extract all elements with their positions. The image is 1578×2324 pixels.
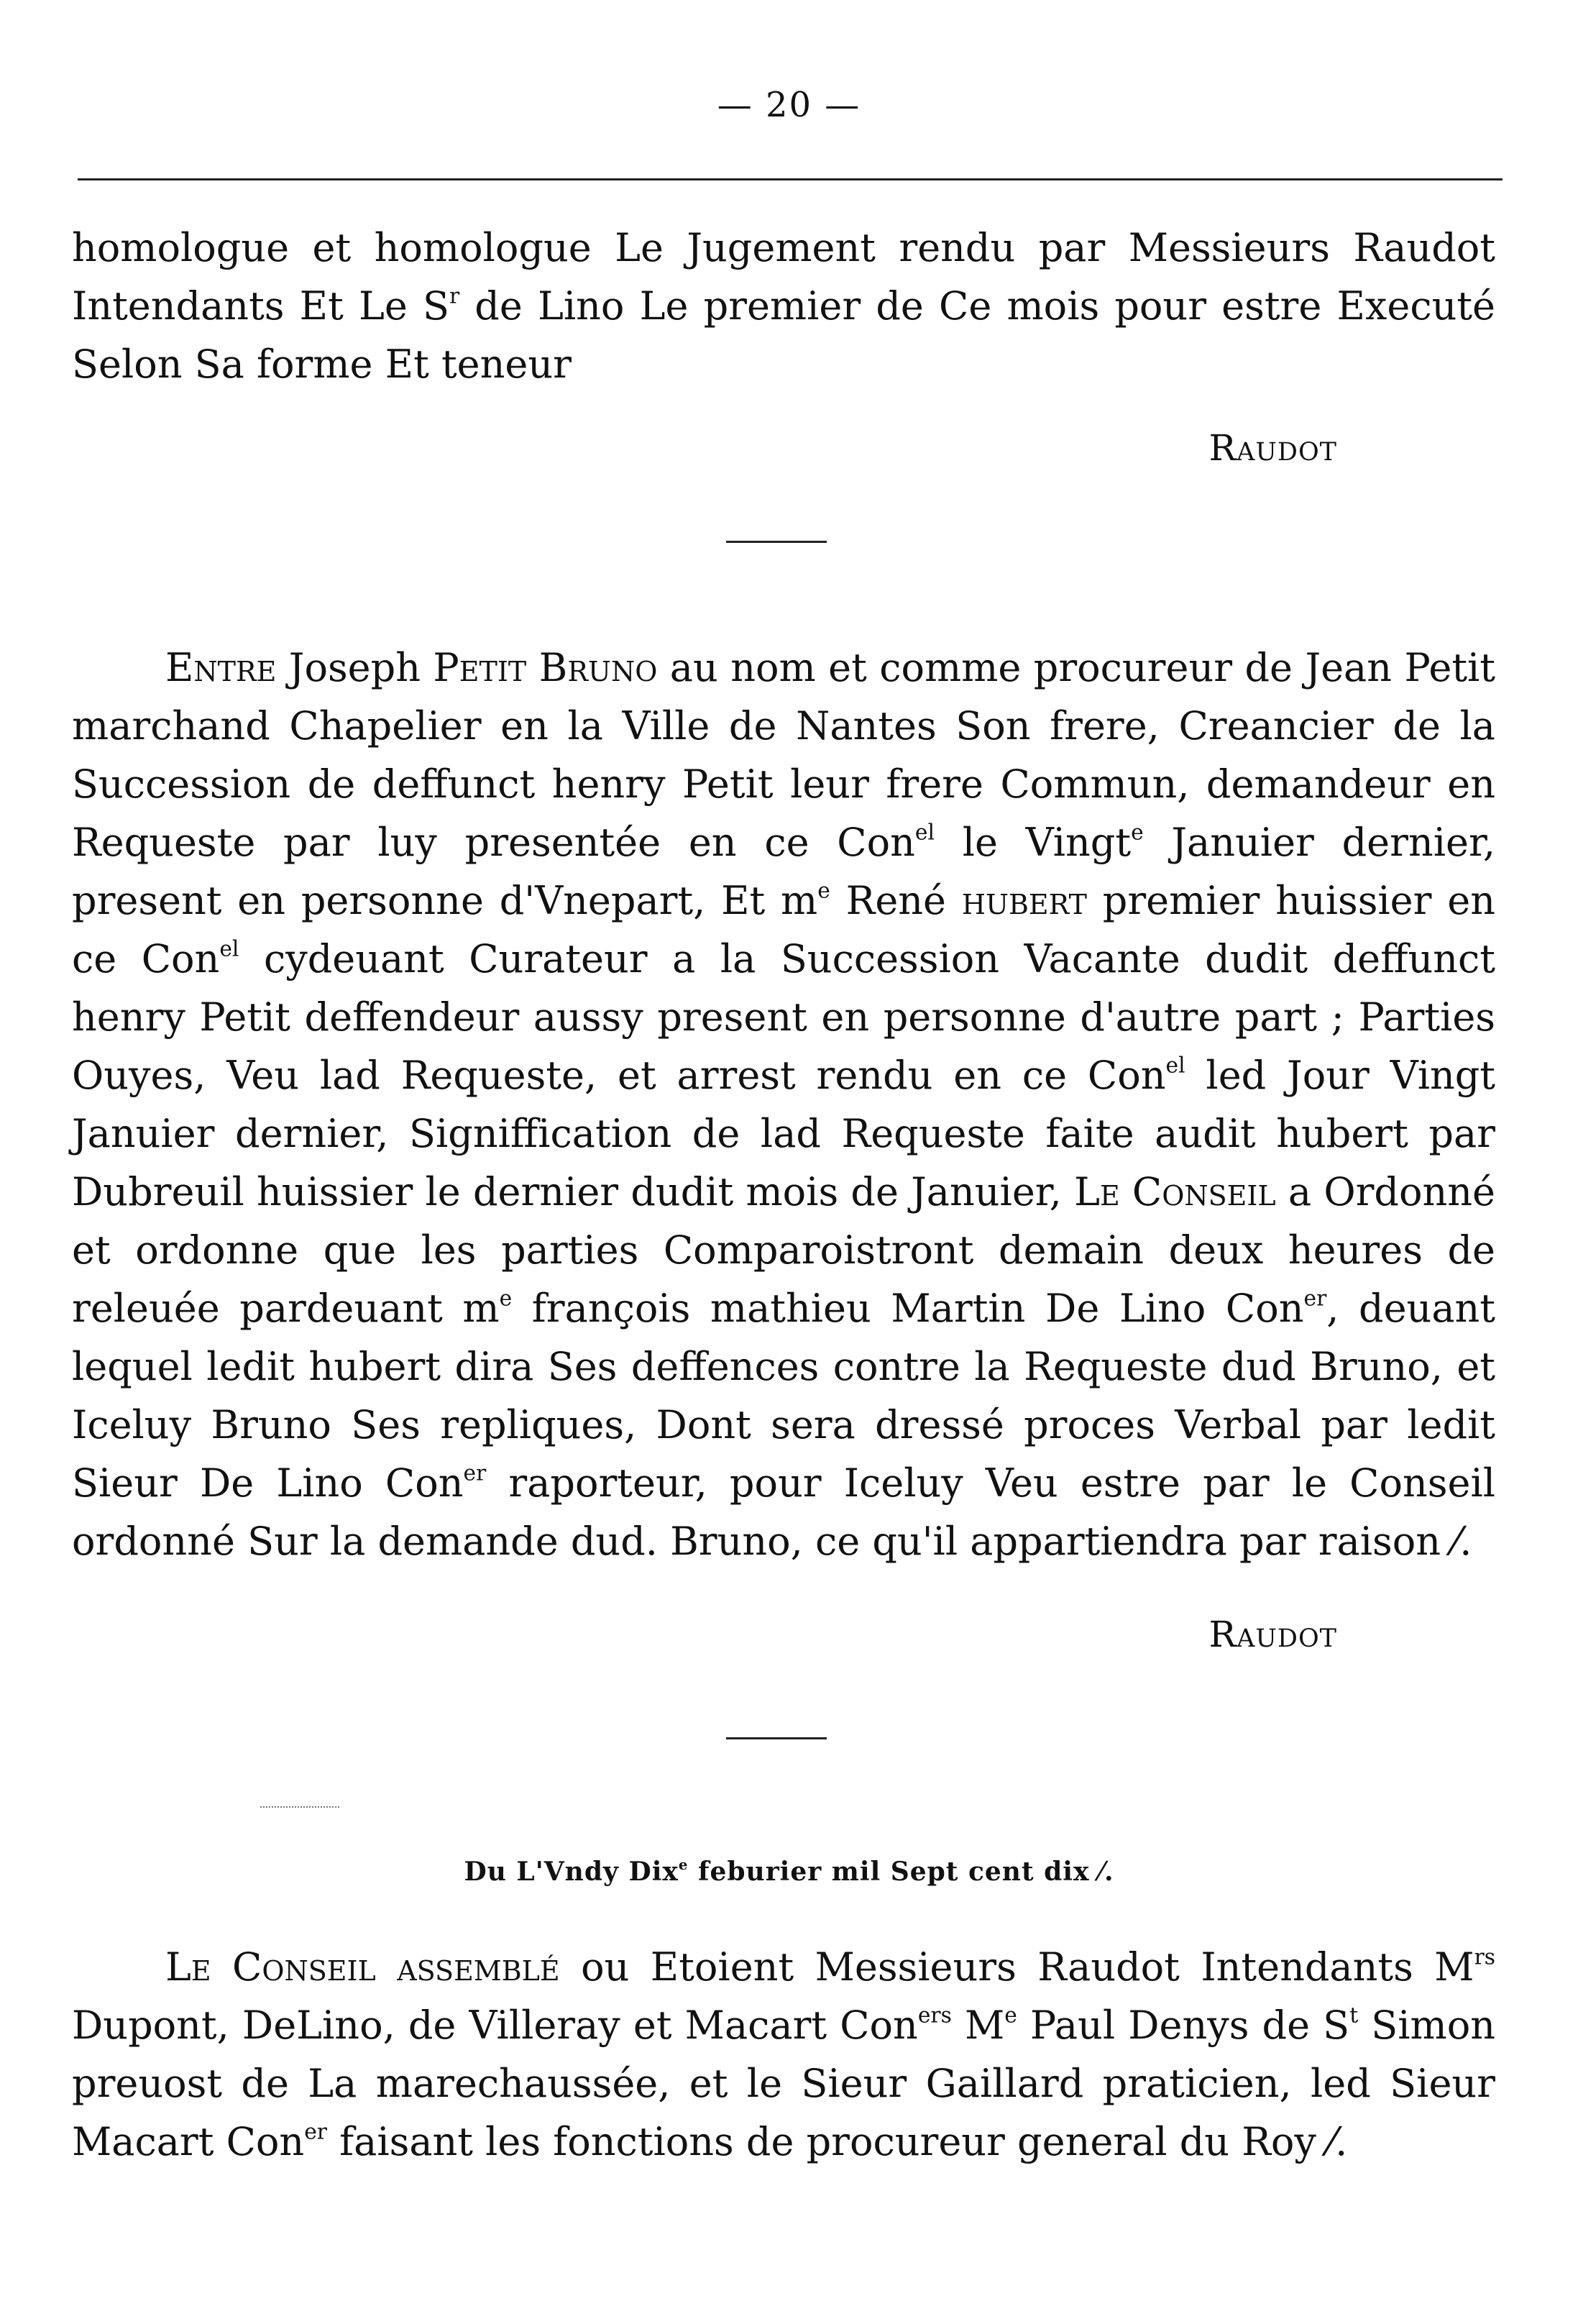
para2-s3: e	[817, 878, 830, 904]
faint-divider	[260, 1806, 339, 1808]
para2-t10: cydeuant Curateur a la Succession Vacante dudit deffunct henry Petit deffendeur aussy present en personne d'autre part ; Parties Ouyes, Veu lad Requeste, et arrest rendu en ce Con	[72, 936, 1495, 1098]
para3-s3: e	[1004, 2003, 1017, 2028]
para1-text: homologue et homologue Le Jugement rendu par Messieurs Raudot Intendants Et Le S	[72, 225, 1495, 329]
para2-petit-bruno: Petit Bruno	[433, 645, 658, 690]
para2-s8: er	[463, 1460, 487, 1486]
header-rule	[78, 178, 1503, 180]
para2-t9: premier huissier en ce Con	[72, 878, 1496, 982]
para2-t2: Joseph	[276, 645, 434, 690]
para2-t6: Januier dernier, present en personne d'Vnepart, Et m	[72, 820, 1495, 923]
paragraph-entre-joseph-petit	[72, 639, 1495, 1570]
para3-s1: rs	[1474, 1944, 1495, 1970]
date-heading	[0, 1857, 1578, 1887]
para2-entre: Entre	[165, 645, 277, 690]
para2-s7: er	[1303, 1286, 1327, 1312]
section-divider-1	[726, 541, 827, 543]
date-heading-sup: e	[678, 1856, 689, 1874]
para2-s2: e	[1131, 820, 1144, 846]
para2-hubert: hubert	[961, 878, 1087, 923]
para3-s4: t	[1349, 2003, 1359, 2028]
para1-sup: r	[449, 283, 460, 309]
para2-s6: e	[499, 1286, 513, 1312]
para2-t14: françois mathieu Martin De Lino Con	[512, 1286, 1304, 1331]
para2-s5: el	[1165, 1053, 1185, 1079]
para3-t7: faisant les fonctions de procureur general du Roy ⁄.	[326, 2119, 1348, 2164]
date-heading-text: Du L'Vndy Dix	[464, 1857, 679, 1887]
para3-t5: Paul Denys de S	[1017, 2003, 1350, 2048]
para2-t4: au nom et comme procureur de Jean Petit marchand Chapelier en la Ville de Nantes Son frere, Creancier de la Succession de deffunct henry Petit leur frere Commun, demandeur en Requeste par luy presentée en ce Con	[72, 645, 1495, 865]
para3-t3: Dupont, DeLino, de Villeray et Macart Con	[72, 2003, 918, 2048]
para2-t13: a Ordonné et ordonne que les parties Comparoistront demain deux heures de releuée pardeuant m	[72, 1169, 1495, 1331]
signature-raudot-2: Raudot	[1208, 1614, 1337, 1655]
date-heading-text-2: feburier mil Sept cent dix ⁄.	[688, 1857, 1114, 1887]
para3-t2: ou Etoient Messieurs Raudot Intendants M	[559, 1944, 1474, 1990]
page-number: — 20 —	[717, 85, 861, 125]
para3-t4: M	[951, 2003, 1005, 2048]
para2-t16: raporteur, pour Iceluy Veu estre par le Conseil ordonné Sur la demande dud. Bruno, ce qu'il appartiendra par raison ⁄.	[72, 1460, 1495, 1564]
para1-text-2: de Lino Le premier de Ce mois pour estre Executé Selon Sa forme Et teneur	[72, 283, 1495, 387]
para2-t11: led Jour Vingt Januier dernier, Signiffication de lad Requeste faite audit hubert par Dubreuil huissier le dernier dudit mois de Januier,	[72, 1053, 1496, 1214]
para2-s1: el	[914, 820, 935, 846]
para3-t6: Simon preuost de La marechaussée, et le Sieur Gaillard praticien, led Sieur Macart Con	[72, 2003, 1495, 2164]
para3-s5: er	[304, 2119, 327, 2145]
paragraph-homologation	[72, 219, 1495, 393]
paragraph-conseil-assemble	[72, 1938, 1495, 2171]
para2-s4: el	[219, 936, 239, 962]
section-divider-2	[726, 1737, 827, 1739]
para2-t7: René	[830, 878, 962, 923]
para2-t5: le Vingt	[934, 820, 1132, 865]
para3-s2: ers	[917, 2003, 952, 2028]
para2-le-conseil: Le Conseil	[1074, 1169, 1276, 1214]
signature-raudot-1: Raudot	[1208, 427, 1337, 469]
para3-le-conseil-assemble: Le Conseil assemblé	[165, 1944, 560, 1990]
para2-t15: , deuant lequel ledit hubert dira Ses deffences contre la Requeste dud Bruno, et Iceluy Bruno Ses repliques, Dont sera dressé proces Verbal par ledit Sieur De Lino Con	[72, 1286, 1495, 1506]
